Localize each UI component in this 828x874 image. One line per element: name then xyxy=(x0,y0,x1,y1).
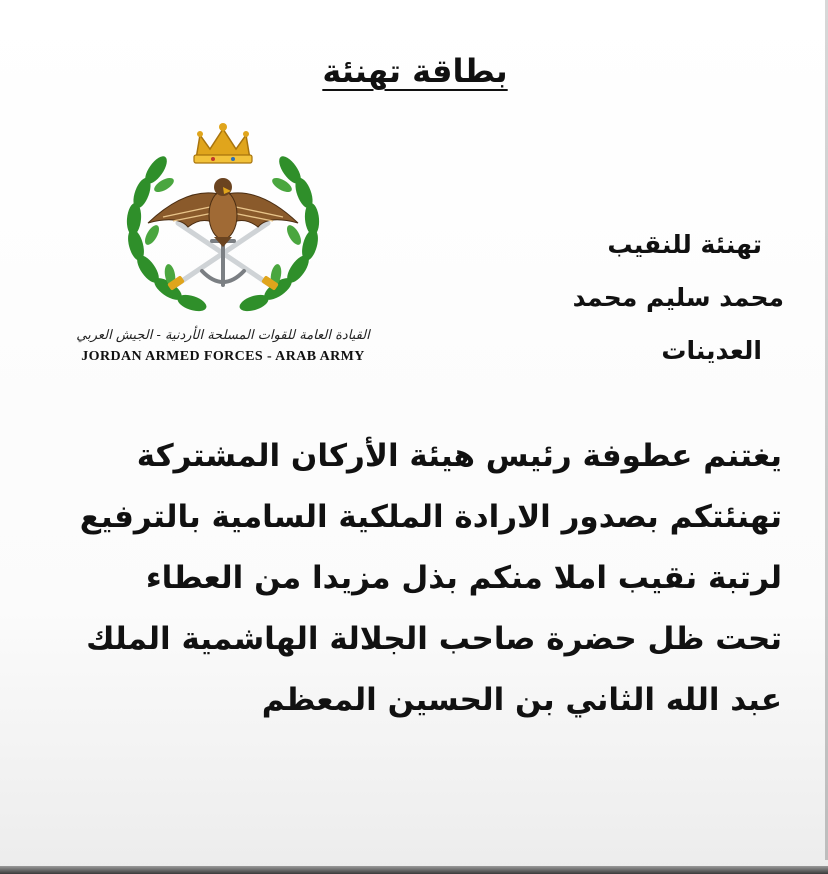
recipient-line-1: تهنئة للنقيب xyxy=(607,230,762,259)
message-line: يغتنم عطوفة رئيس هيئة الأركان المشتركة xyxy=(136,438,782,474)
recipient-line-2: محمد سليم محمد xyxy=(572,283,784,312)
bottom-edge xyxy=(0,866,828,874)
jaf-emblem xyxy=(118,115,328,325)
message-line: عبد الله الثاني بن الحسين المعظم xyxy=(261,682,782,718)
message-line: لرتبة نقيب املا منكم بذل مزيدا من العطاء xyxy=(145,560,782,596)
eagle-icon xyxy=(148,178,298,247)
card-title: بطاقة تهنئة xyxy=(322,52,508,90)
message-line: تهنئتكم بصدور الارادة الملكية السامية بالترفيع xyxy=(79,499,782,535)
logo-arabic-caption: القيادة العامة للقوات المسلحة الأردنية - الجيش العربي xyxy=(76,328,370,343)
message-line: تحت ظل حضرة صاحب الجلالة الهاشمية الملك xyxy=(86,621,782,657)
jaf-emblem-graphic xyxy=(118,115,328,325)
crown-icon xyxy=(194,123,252,163)
logo-english-caption: JORDAN ARMED FORCES - ARAB ARMY xyxy=(81,349,365,364)
recipient-line-3: العدينات xyxy=(661,336,762,365)
message-body xyxy=(42,426,782,731)
recipient-block xyxy=(454,218,784,377)
